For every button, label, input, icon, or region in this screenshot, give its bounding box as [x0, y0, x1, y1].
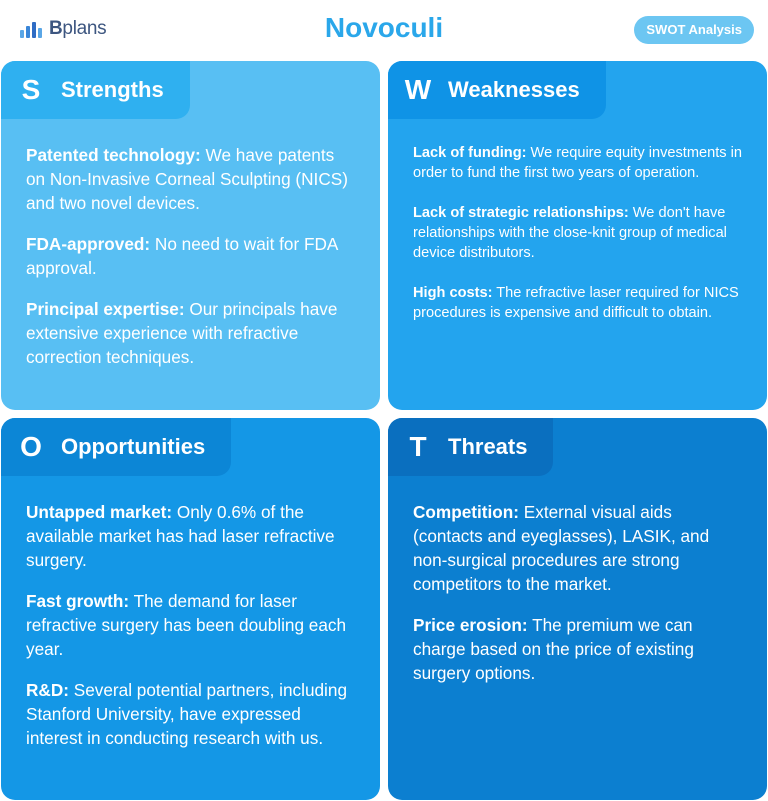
list-item: FDA-approved: No need to wait for FDA approval. — [26, 234, 338, 278]
list-item: High costs: The refractive laser required for NICS procedures is expensive and difficult to obtain. — [413, 285, 739, 321]
threats-card — [388, 418, 767, 800]
weaknesses-card — [388, 61, 767, 410]
opportunities-header — [1, 418, 231, 476]
threats-header — [388, 418, 553, 476]
strengths-label: Strengths — [61, 77, 164, 102]
list-item: Fast growth: The demand for laser refractive surgery has been doubling each year. — [26, 591, 347, 659]
opportunities-list — [26, 500, 358, 767]
threats-letter: T — [409, 431, 427, 462]
list-item: Patented technology: We have patents on Non-Invasive Corneal Sculpting (NICS) and two novel devices. — [26, 145, 348, 213]
strengths-card — [1, 61, 380, 410]
opportunities-letter: O — [20, 431, 42, 462]
list-item: Untapped market: Only 0.6% of the available market has had laser refractive surgery. — [26, 502, 335, 570]
list-item: Competition: External visual aids (contacts and eyeglasses), LASIK, and non-surgical procedures are strong competitors to the market. — [413, 502, 710, 594]
swot-analysis-badge[interactable]: SWOT Analysis — [634, 16, 754, 44]
weaknesses-letter: W — [404, 74, 432, 105]
threats-list — [413, 500, 745, 702]
strengths-letter: S — [21, 74, 41, 105]
list-item: Lack of funding: We require equity investments in order to fund the first two years of operation. — [413, 145, 742, 181]
opportunities-card — [1, 418, 380, 800]
threats-label: Threats — [448, 434, 528, 459]
weaknesses-label: Weaknesses — [448, 77, 580, 102]
weaknesses-list — [413, 143, 745, 343]
list-item: Price erosion: The premium we can charge based on the price of existing surgery options. — [413, 615, 694, 683]
header — [0, 0, 768, 60]
strengths-list — [26, 143, 358, 386]
list-item: Principal expertise: Our principals have extensive experience with refractive correction techniques. — [26, 299, 338, 367]
brand-name: Bplans — [49, 18, 107, 39]
opportunities-label: Opportunities — [61, 434, 206, 459]
list-item: R&D: Several potential partners, including Stanford University, have expressed interest in conducting research with us. — [26, 680, 347, 748]
list-item: Lack of strategic relationships: We don't have relationships with the close-knit group of medical device distributors. — [413, 205, 727, 261]
page-title: Novoculi — [324, 12, 444, 43]
strengths-header — [1, 61, 190, 119]
weaknesses-header — [388, 61, 606, 119]
